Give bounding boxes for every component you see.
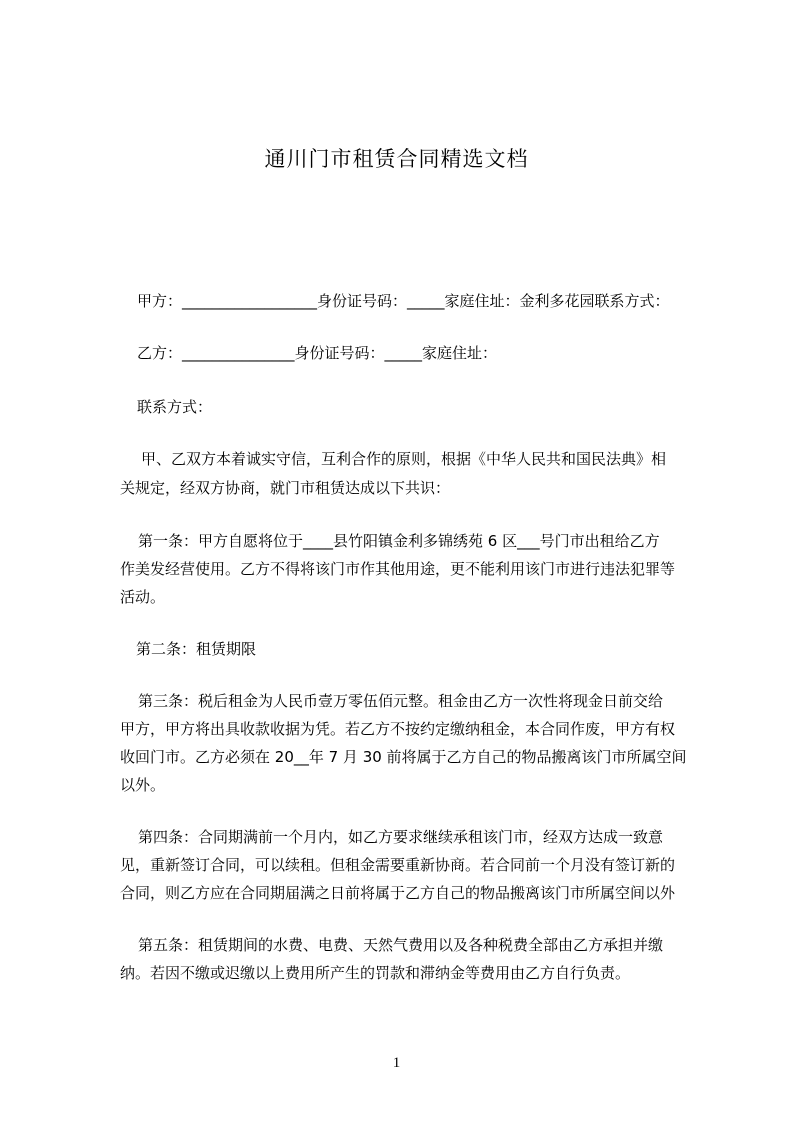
article-3-line: 甲方，甲方将出具收款收据为凭。若乙方不按约定缴纳租金，本合同作废，甲方有权 <box>120 720 676 738</box>
article-5-line: 纳。若因不缴或迟缴以上费用所产生的罚款和滞纳金等费用由乙方自行负责。 <box>120 964 631 982</box>
party-a-line: 甲方：__________________身份证号码：_____家庭住址：金利多花园联系方式： <box>137 292 670 310</box>
article-1-line: 活动。 <box>120 588 166 606</box>
page-number: 1 <box>392 1055 401 1071</box>
article-1-line: 作美发经营使用。乙方不得将该门市作其他用途，更不能利用该门市进行违法犯罪等 <box>120 560 676 578</box>
article-3-line: 收回门市。乙方必须在 20__年 7 月 30 前将属于乙方自己的物品搬离该门市所属空间 <box>120 748 687 766</box>
intro-paragraph-line: 甲、乙双方本着诚实守信，互利合作的原则，根据《中华人民共和国民法典》相 <box>141 450 667 468</box>
contact-line: 联系方式： <box>137 398 213 416</box>
article-3-line: 以外。 <box>120 776 166 794</box>
article-2-line: 第二条：租赁期限 <box>136 640 257 658</box>
article-4-line: 第四条：合同期满前一个月内，如乙方要求继续承租该门市，经双方达成一致意 <box>138 828 664 846</box>
article-4-line: 合同，则乙方应在合同期届满之日前将属于乙方自己的物品搬离该门市所属空间以外 <box>120 884 676 902</box>
article-1-line: 第一条：甲方自愿将位于____县竹阳镇金利多锦绣苑 6 区___号门市出租给乙方 <box>138 532 660 550</box>
document-title: 通川门市租赁合同精选文档 <box>264 147 529 171</box>
article-3-line: 第三条：税后租金为人民币壹万零伍佰元整。租金由乙方一次性将现金日前交给 <box>138 692 664 710</box>
article-4-line: 见，重新签订合同，可以续租。但租金需要重新协商。若合同前一个月没有签订新的 <box>120 856 676 874</box>
intro-paragraph-line: 关规定，经双方协商，就门市租赁达成以下共识： <box>120 479 451 497</box>
article-5-line: 第五条：租赁期间的水费、电费、天然气费用以及各种税费全部由乙方承担并缴 <box>138 936 664 954</box>
party-b-line: 乙方：_______________身份证号码：_____家庭住址： <box>137 344 498 362</box>
